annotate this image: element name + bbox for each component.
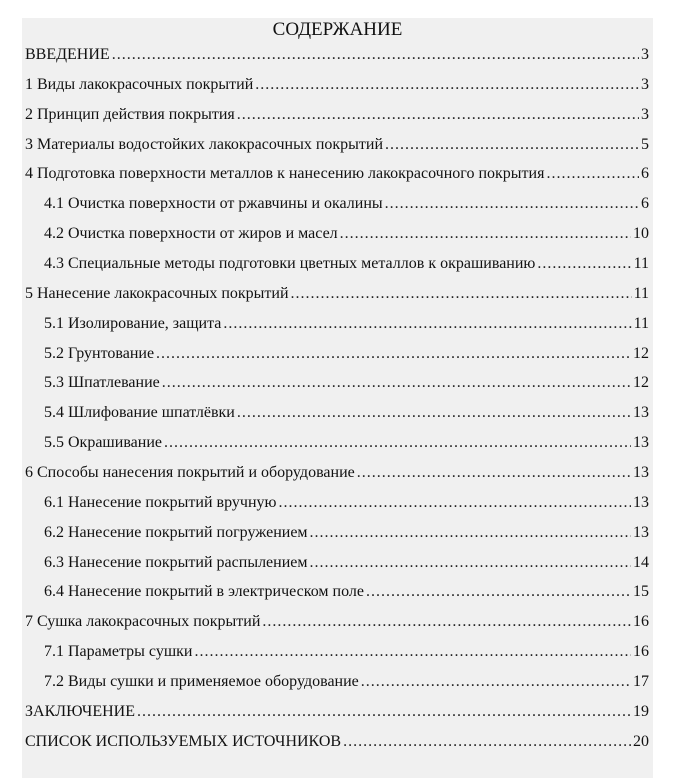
toc-entry-page: 12 (633, 374, 649, 392)
toc-entry-page: 16 (633, 643, 649, 661)
toc-entry-title: СПИСОК ИСПОЛЬЗУЕМЫХ ИСТОЧНИКОВ (25, 732, 342, 750)
toc-entry-page: 19 (633, 702, 649, 720)
toc-entry[interactable] (25, 222, 649, 252)
toc-entry[interactable] (25, 551, 649, 581)
toc-entry[interactable] (25, 640, 649, 670)
dot-leader (357, 461, 631, 485)
dot-leader (223, 312, 631, 336)
toc-entry-title: 5.3 Шпатлевание (44, 374, 160, 392)
toc-entry-title: ЗАКЛЮЧЕНИЕ (25, 702, 135, 720)
dot-leader (310, 551, 632, 575)
dot-leader (162, 371, 631, 395)
toc-entry-title: 5.5 Окрашивание (44, 434, 162, 452)
toc-entry-page: 11 (633, 284, 649, 302)
toc-entry[interactable] (25, 252, 649, 282)
toc-entry[interactable] (25, 730, 649, 760)
toc-title: СОДЕРЖАНИЕ (272, 19, 403, 40)
toc-entry-title: 6.2 Нанесение покрытий погружением (44, 523, 308, 541)
dot-leader (537, 252, 631, 276)
toc-entry-page: 16 (633, 613, 649, 631)
toc-entry-title: 2 Принцип действия покрытия (25, 105, 235, 123)
toc-entry[interactable] (25, 342, 649, 372)
dot-leader (546, 162, 639, 186)
toc-entry-page: 17 (633, 673, 649, 691)
toc-entry-title: 4.1 Очистка поверхности от ржавчины и окалины (44, 195, 383, 213)
toc-entry-title: 4.2 Очистка поверхности от жиров и масел (44, 225, 338, 243)
toc-entry-title: 7.1 Параметры сушки (44, 643, 193, 661)
dot-leader (194, 640, 631, 664)
toc-entry[interactable] (25, 670, 649, 700)
toc-entry-title: 5 Нанесение лакокрасочных покрытий (25, 284, 289, 302)
toc-entry-title: 4.3 Специальные методы подготовки цветных металлов к окрашиванию (44, 255, 536, 273)
toc-entry[interactable] (25, 103, 649, 133)
toc-entry-page: 13 (633, 493, 649, 511)
toc-entry-title: 4 Подготовка поверхности металлов к нанесению лакокрасочного покрытия (25, 165, 545, 183)
toc-entry-page: 13 (633, 434, 649, 452)
table-of-contents (25, 43, 649, 760)
dot-leader (164, 431, 631, 455)
toc-entry-page: 14 (633, 553, 649, 571)
toc-entry-page: 12 (633, 344, 649, 362)
toc-entry[interactable] (25, 491, 649, 521)
toc-entry[interactable] (25, 521, 649, 551)
toc-entry-page: 5 (641, 135, 649, 153)
dot-leader (385, 192, 639, 216)
toc-entry-page: 3 (641, 105, 649, 123)
toc-entry-title: 5.1 Изолирование, защита (44, 314, 222, 332)
dot-leader (310, 521, 631, 545)
toc-entry[interactable] (25, 162, 649, 192)
dot-leader (255, 73, 639, 97)
toc-entry-title: 5.2 Грунтование (44, 344, 155, 362)
toc-entry-title: 6 Способы нанесения покрытий и оборудование (25, 464, 355, 482)
toc-entry-page: 6 (641, 165, 649, 183)
toc-entry-page: 6 (641, 195, 649, 213)
toc-entry-page: 15 (633, 583, 649, 601)
toc-entry[interactable] (25, 133, 649, 163)
toc-entry-title: 7.2 Виды сушки и применяемое оборудование (44, 673, 359, 691)
toc-entry[interactable] (25, 282, 649, 312)
dot-leader (366, 580, 631, 604)
dot-leader (291, 282, 632, 306)
dot-leader (262, 610, 631, 634)
toc-entry-page: 3 (641, 46, 649, 63)
dot-leader (385, 133, 639, 157)
toc-entry[interactable] (25, 580, 649, 610)
toc-entry-title: 3 Материалы водостойких лакокрасочных покрытий (25, 135, 384, 153)
toc-entry-title: 5.4 Шлифование шпатлёвки (44, 404, 235, 422)
toc-entry-title: 6.1 Нанесение покрытий вручную (44, 493, 277, 511)
toc-entry-title: 6.3 Нанесение покрытий распылением (44, 553, 308, 571)
toc-entry-title: 1 Виды лакокрасочных покрытий (25, 75, 254, 93)
toc-entry-title: ВВЕДЕНИЕ (25, 46, 110, 63)
dot-leader (343, 730, 631, 754)
dot-leader (156, 342, 631, 366)
toc-entry-page: 10 (633, 225, 649, 243)
toc-entry-title: 7 Сушка лакокрасочных покрытий (25, 613, 261, 631)
toc-entry-page: 3 (641, 75, 649, 93)
dot-leader (361, 670, 631, 694)
toc-entry[interactable] (25, 700, 649, 730)
toc-entry-page: 13 (633, 523, 649, 541)
toc-entry-page: 11 (633, 255, 649, 273)
toc-entry-page: 13 (633, 404, 649, 422)
toc-entry[interactable] (25, 312, 649, 342)
toc-entry[interactable] (25, 431, 649, 461)
toc-entry[interactable] (25, 43, 649, 73)
toc-entry[interactable] (25, 610, 649, 640)
dot-leader (137, 700, 631, 724)
toc-entry[interactable] (25, 73, 649, 103)
dot-leader (237, 103, 639, 127)
toc-entry[interactable] (25, 192, 649, 222)
toc-entry[interactable] (25, 461, 649, 491)
toc-entry[interactable] (25, 401, 649, 431)
toc-entry-title: 6.4 Нанесение покрытий в электрическом поле (44, 583, 364, 601)
dot-leader (237, 401, 631, 425)
dot-leader (340, 222, 631, 246)
dot-leader (278, 491, 631, 515)
toc-entry-page: 11 (633, 314, 649, 332)
toc-entry-page: 20 (633, 732, 649, 750)
dot-leader (112, 43, 639, 67)
toc-entry[interactable] (25, 371, 649, 401)
toc-entry-page: 13 (633, 464, 649, 482)
